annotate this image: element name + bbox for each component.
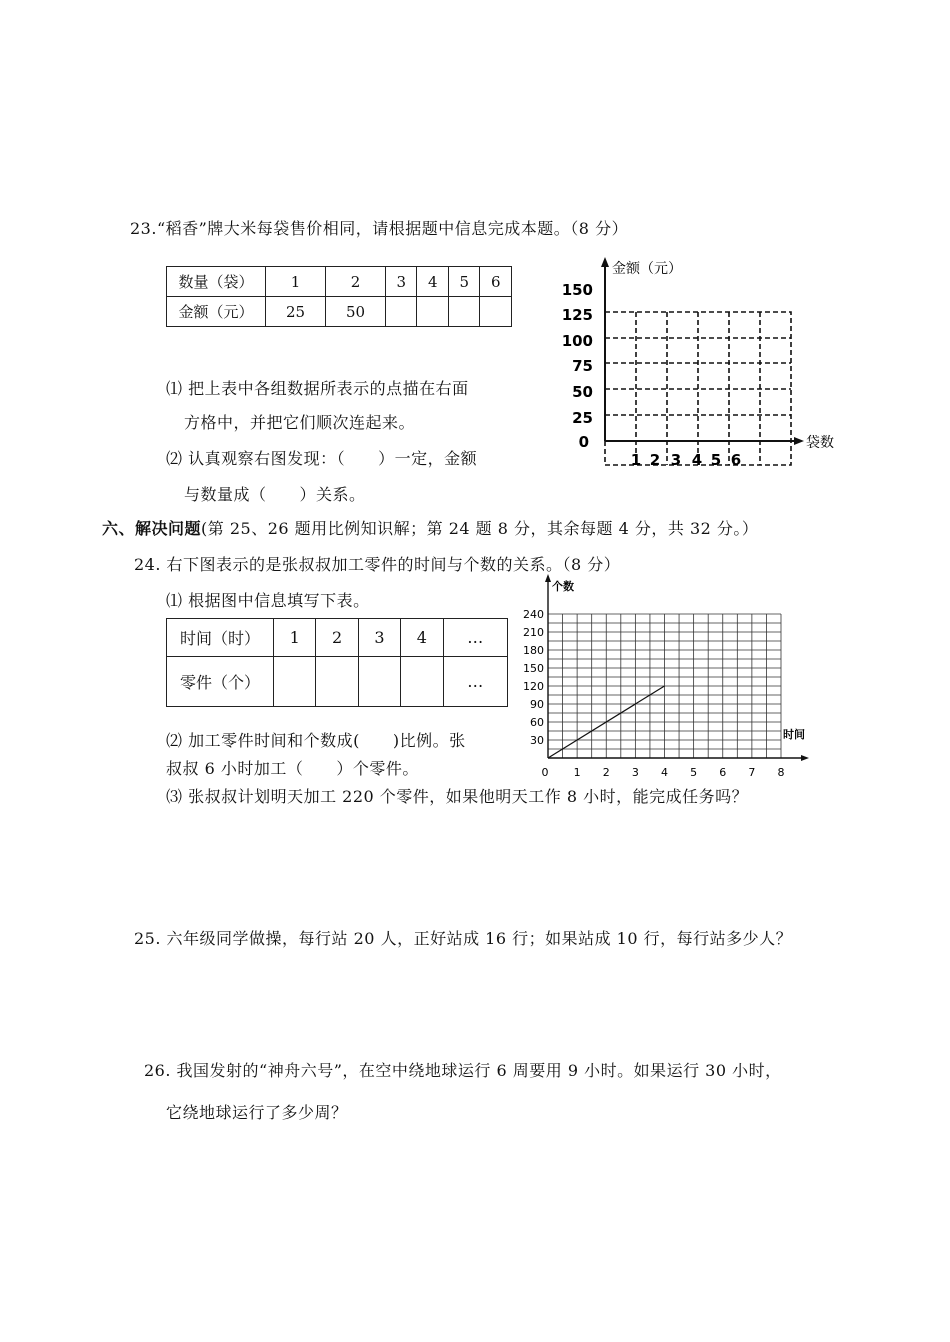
table-cell: 2 xyxy=(326,267,386,297)
q23-x-title: 袋数 xyxy=(806,435,834,451)
y-tick-label: 75 xyxy=(572,357,593,375)
y-tick-label: 180 xyxy=(523,644,544,657)
x-axis-arrow xyxy=(801,755,809,761)
x-tick-label: 8 xyxy=(777,766,785,779)
x-tick-label: 2 xyxy=(602,766,610,779)
q24-line-chart xyxy=(518,570,818,780)
answer-blank[interactable] xyxy=(480,297,512,327)
x-tick-label: 5 xyxy=(690,766,698,779)
x-tick-label: 3 xyxy=(631,766,639,779)
q24-header-parts: 零件（个） xyxy=(167,657,274,707)
answer-blank[interactable] xyxy=(448,297,479,327)
q23-sub2-line2: 与数量成（ ）关系。 xyxy=(184,485,366,504)
q24-sub1: ⑴ 根据图中信息填写下表。 xyxy=(166,591,370,610)
table-cell: 5 xyxy=(448,267,479,297)
x-tick-label: 2 xyxy=(649,451,661,469)
x-tick-label: 4 xyxy=(691,451,703,469)
q26-line2: 它绕地球运行了多少周？ xyxy=(166,1103,348,1122)
table-cell: 4 xyxy=(417,267,448,297)
q23-header-amount: 金额（元） xyxy=(167,297,266,327)
y-axis-title: 个数 xyxy=(552,580,574,593)
q24-title: 24. 右下图表示的是张叔叔加工零件的时间与个数的关系。（8 分） xyxy=(134,555,621,574)
table-cell: 4 xyxy=(401,619,443,657)
answer-blank[interactable] xyxy=(274,657,316,707)
x-tick-label: 0 xyxy=(541,766,549,779)
x-tick-label: 7 xyxy=(748,766,756,779)
x-tick-label: 5 xyxy=(710,451,722,469)
table-cell: 3 xyxy=(386,267,417,297)
section6-note: (第 25、26 题用比例知识解；第 24 题 8 分，其余每题 4 分，共 32 分。） xyxy=(201,519,759,538)
y-tick-label: 150 xyxy=(561,281,593,299)
y-axis-arrow xyxy=(545,574,551,582)
q25-text: 25. 六年级同学做操，每行站 20 人，正好站成 16 行；如果站成 10 行，每行站多少人？ xyxy=(134,929,793,948)
y-axis-arrow xyxy=(601,257,609,267)
table-cell: … xyxy=(443,619,507,657)
q23-sub1-line2: 方格中，并把它们顺次连起来。 xyxy=(184,413,416,432)
y-tick-label: 60 xyxy=(530,716,544,729)
q24-table xyxy=(166,618,508,707)
x-tick-label: 1 xyxy=(630,451,642,469)
x-tick-label: 6 xyxy=(730,451,742,469)
y-tick-label: 125 xyxy=(561,306,593,324)
section6-heading: 六、解决问题 xyxy=(102,519,202,538)
q24-sub2-line2: 叔叔 6 小时加工（ ）个零件。 xyxy=(166,759,419,778)
x-tick-label: 1 xyxy=(573,766,581,779)
table-cell: … xyxy=(443,657,507,707)
answer-blank[interactable] xyxy=(417,297,448,327)
table-cell: 1 xyxy=(266,267,326,297)
q23-grid-chart[interactable] xyxy=(560,255,850,475)
table-cell: 50 xyxy=(326,297,386,327)
q26-line1: 26. 我国发射的“神舟六号”，在空中绕地球运行 6 周要用 9 小时。如果运行 30 小时， xyxy=(144,1061,782,1080)
dashed-grid xyxy=(605,312,791,465)
q24-header-time: 时间（时） xyxy=(167,619,274,657)
q23-y-title: 金额（元） xyxy=(612,261,682,277)
y-tick-label: 120 xyxy=(523,680,544,693)
table-cell: 1 xyxy=(274,619,316,657)
answer-blank[interactable] xyxy=(386,297,417,327)
y-tick-label: 150 xyxy=(523,662,544,675)
q23-sub1-line1: ⑴ 把上表中各组数据所表示的点描在右面 xyxy=(166,379,469,398)
q23-sub2-line1: ⑵ 认真观察右图发现：（ ）一定，金额 xyxy=(166,449,478,468)
y-tick-label: 100 xyxy=(561,332,593,350)
y-tick-label: 210 xyxy=(523,626,544,639)
x-tick-label: 3 xyxy=(670,451,682,469)
answer-blank[interactable] xyxy=(316,657,358,707)
x-tick-label: 6 xyxy=(719,766,727,779)
y-tick-label: 25 xyxy=(572,409,593,427)
table-cell: 6 xyxy=(480,267,512,297)
table-cell: 25 xyxy=(266,297,326,327)
y-tick-label: 0 xyxy=(578,433,589,451)
x-axis-arrow xyxy=(794,437,804,445)
q23-table xyxy=(166,266,512,327)
answer-blank[interactable] xyxy=(358,657,400,707)
y-tick-label: 50 xyxy=(572,383,593,401)
section6-header xyxy=(102,516,758,539)
q24-sub3: ⑶ 张叔叔计划明天加工 220 个零件，如果他明天工作 8 小时，能完成任务吗？ xyxy=(166,787,749,806)
q23-header-quantity: 数量（袋） xyxy=(167,267,266,297)
y-tick-label: 240 xyxy=(523,608,544,621)
table-cell: 2 xyxy=(316,619,358,657)
x-tick-label: 4 xyxy=(661,766,668,779)
q23-title: 23.“稻香”牌大米每袋售价相同，请根据题中信息完成本题。（8 分） xyxy=(130,219,629,238)
x-axis-title: 时间 xyxy=(783,728,805,741)
table-cell: 3 xyxy=(358,619,400,657)
q24-sub2-line1: ⑵ 加工零件时间和个数成( )比例。张 xyxy=(166,731,466,750)
y-tick-label: 30 xyxy=(530,734,544,747)
y-tick-label: 90 xyxy=(530,698,544,711)
answer-blank[interactable] xyxy=(401,657,443,707)
